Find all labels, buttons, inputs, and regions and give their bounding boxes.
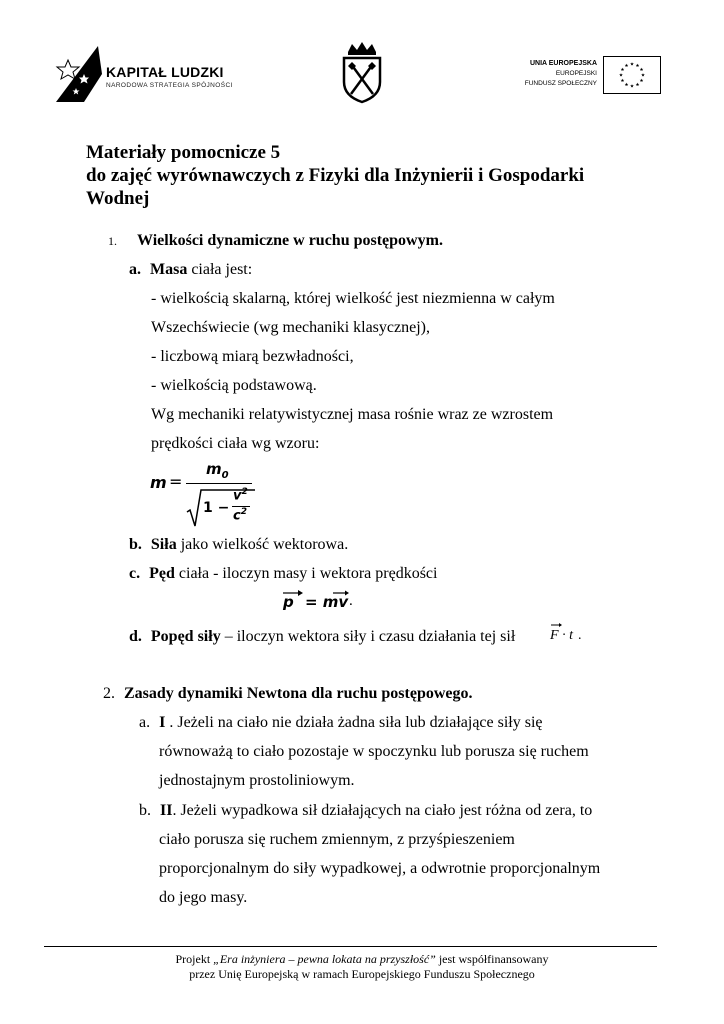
item-1d-marker: d.	[129, 628, 142, 645]
item-2b	[139, 801, 592, 821]
mass-line-6: prędkości ciała wg wzoru:	[151, 435, 320, 452]
item-1c-marker: c.	[129, 565, 141, 582]
mass-line-4: - wielkością podstawową.	[151, 377, 317, 394]
formula-p: p	[283, 593, 294, 611]
logo-title: KAPITAŁ LUDZKI	[106, 64, 224, 80]
university-crest	[338, 40, 386, 104]
formula-v: $v^2$	[233, 487, 248, 504]
footer-suffix: jest współfinansowany	[435, 952, 549, 966]
footer-prefix: Projekt	[175, 952, 214, 966]
item-2b-marker: b.	[139, 802, 151, 819]
item-1b-text: jako wielkość wektorowa.	[176, 536, 349, 553]
eu-line-1: UNIA EUROPEJSKA	[529, 60, 597, 67]
logo-subtitle: NARODOWA STRATEGIA SPÓJNOŚCI	[106, 82, 233, 89]
item-1b	[129, 535, 348, 555]
formula-c: $c^2$	[233, 507, 247, 524]
section-2-title: Zasady dynamiki Newtona dla ruchu postępowego.	[124, 685, 473, 702]
formula-m0: $m_0$	[206, 460, 229, 481]
item-2a-text: . Jeżeli na ciało nie działa żadna siła lub działające siły się	[165, 714, 543, 731]
item-1b-marker: b.	[129, 536, 142, 553]
law-2-line-4: do jego masy.	[159, 889, 248, 906]
kapital-ludzki-logo	[48, 44, 248, 104]
eu-line-3: FUNDUSZ SPOŁECZNY	[524, 80, 597, 87]
item-2a-marker: a.	[139, 714, 151, 731]
crest-icon	[338, 40, 386, 104]
section-1-title: Wielkości dynamiczne w ruchu postępowym.	[137, 232, 443, 249]
document-title-line-1: Materiały pomocnicze 5	[86, 142, 281, 163]
item-1c	[129, 564, 437, 584]
impulse-formula	[548, 622, 588, 646]
item-1d-text: – iloczyn wektora siły i czasu działania tej sił	[220, 628, 516, 645]
item-1a	[129, 260, 252, 280]
formula-mv: = mv	[305, 593, 349, 611]
footer-divider	[44, 946, 657, 947]
formula-f-dot: .	[578, 628, 582, 643]
item-1d-term: Popęd siły	[150, 628, 221, 645]
formula-equals: =	[169, 472, 183, 491]
formula-f-t: F · t	[550, 628, 573, 643]
section-2-heading	[103, 684, 473, 704]
item-1b-term: Siła	[150, 536, 177, 553]
item-2a	[139, 713, 543, 733]
document-title-line-2: do zajęć wyrównawczych z Fizyki dla Inżynierii i Gospodarki	[86, 165, 585, 186]
momentum-formula	[281, 588, 361, 614]
eu-stars-icon	[604, 57, 660, 93]
mass-line-3: - liczbową miarą bezwładności,	[151, 348, 354, 365]
section-1-number: 1.	[108, 234, 117, 248]
document-title-line-3: Wodnej	[86, 188, 150, 209]
item-1d	[129, 627, 515, 647]
item-2a-term: I	[159, 714, 166, 731]
mass-line-1: - wielkością skalarną, której wielkość jest niezmienna w całym	[151, 290, 555, 307]
footer-line-2: przez Unię Europejską w ramach Europejskiego Funduszu Społecznego	[189, 967, 535, 981]
formula-p-dot: .	[349, 593, 353, 609]
mass-line-5: Wg mechaniki relatywistycznej masa rośnie wraz ze wzrostem	[151, 406, 554, 423]
item-1a-term: Masa	[150, 261, 188, 278]
eu-logo	[500, 55, 665, 97]
mass-line-2: Wszechświecie (wg mechaniki klasycznej),	[151, 319, 430, 336]
formula-m: m	[150, 473, 167, 492]
fraction-bar	[186, 483, 252, 484]
relativistic-mass-formula	[150, 460, 260, 528]
law-1-line-2: równoważą to ciało pozostaje w spoczynku lub porusza się ruchem	[159, 743, 589, 760]
footer-line-1	[0, 952, 724, 967]
item-1a-text: ciała jest:	[187, 261, 253, 278]
item-1a-marker: a.	[129, 261, 141, 278]
item-1c-term: Pęd	[149, 565, 175, 582]
section-2-number: 2.	[103, 685, 115, 702]
item-1c-text: ciała - iloczyn masy i wektora prędkości	[174, 565, 438, 582]
kapital-ludzki-emblem-icon	[54, 44, 104, 104]
section-1-heading	[108, 231, 443, 251]
eu-flag-icon	[603, 56, 661, 94]
law-2-line-2: ciało porusza się ruchem zmiennym, z przyśpieszeniem	[159, 831, 515, 848]
item-2b-term: II	[160, 802, 173, 819]
law-1-line-3: jednostajnym prostoliniowym.	[159, 772, 355, 789]
footer-project-name: „Era inżyniera – pewna lokata na przyszłość”	[213, 952, 436, 966]
item-2b-text: . Jeżeli wypadkowa sił działających na ciało jest różna od zera, to	[172, 802, 593, 819]
formula-one-minus: 1 −	[203, 500, 230, 516]
law-2-line-3: proporcjonalnym do siły wypadkowej, a odwrotnie proporcjonalnym	[159, 860, 601, 877]
eu-line-2: EUROPEJSKI	[555, 70, 597, 77]
